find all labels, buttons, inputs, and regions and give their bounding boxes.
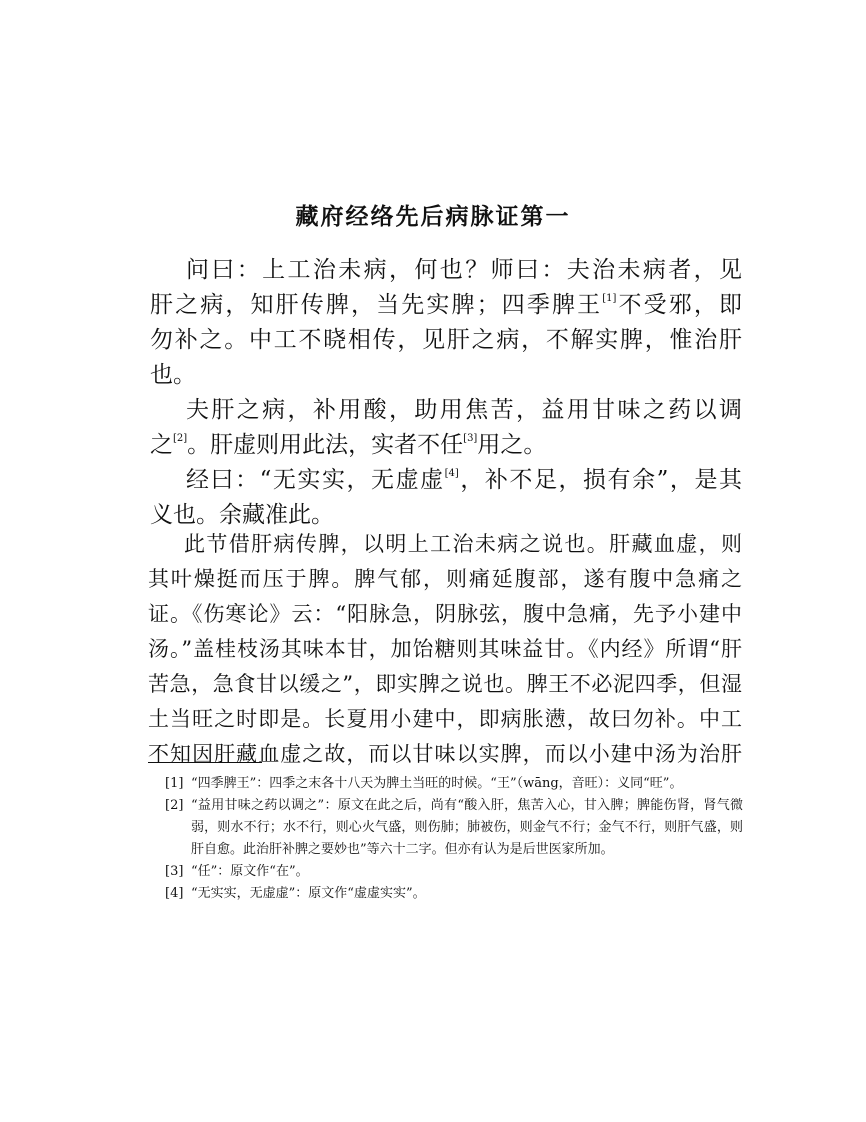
text-line <box>148 597 742 632</box>
commentary-text <box>148 527 742 772</box>
footnote-text: “益用甘味之药以调之”：原文在此之后，尚有“酸入肝，焦苦入心，甘入脾；脾能伤肾，肾气微弱，则水不行；水不行，则心火气盛，则伤肺；肺被伤，则金气不行；金气不行，则肝气盛，则肝自愈。此治肝补脾之要妙也”等六十二字。但亦有认为是后世医家所加。 <box>191 798 743 857</box>
text-segment: 问曰：上工治未病，何也？师曰：夫治未病者，见 <box>186 257 742 283</box>
footnote-marker: [1] <box>602 293 617 304</box>
text-segment: 夫肝之病，补用酸，助用焦苦，益用甘味之药以调 <box>186 397 742 423</box>
footnote-divider <box>148 762 262 763</box>
text-line <box>150 358 742 393</box>
footnote-number: [4] <box>165 886 184 901</box>
text-segment: 义也。余藏准此。 <box>150 502 334 528</box>
text-segment: 汤。”盖桂枝汤其味本甘，加饴糖则其味益甘。《内经》所谓“肝 <box>148 637 742 661</box>
text-line <box>150 463 742 498</box>
text-segment: 苦急，急食甘以缓之”，即实脾之说也。脾王不必泥四季，但湿 <box>148 672 742 696</box>
text-segment: 肝之病，知肝传脾，当先实脾；四季脾王 <box>150 292 603 318</box>
footnote-marker: [4] <box>444 468 459 479</box>
text-line <box>150 428 742 463</box>
text-segment: 土当旺之时即是。长夏用小建中，即病胀懑，故曰勿补。中工 <box>148 707 742 731</box>
text-line <box>148 562 742 597</box>
footnote-marker: [2] <box>173 433 188 444</box>
text-line <box>148 667 742 702</box>
footnote-text: “任”：原文作“在”。 <box>191 864 309 879</box>
footnote-number: [2] <box>165 798 184 813</box>
text-segment: 不知因肝藏血虚之故，而以甘味以实脾，而以小建中汤为治肝 <box>148 742 742 766</box>
footnote-number: [1] <box>165 776 184 791</box>
text-segment: ，补不足，损有余”，是其 <box>458 467 742 493</box>
footnote <box>165 795 743 861</box>
text-line <box>148 632 742 667</box>
chapter-title: 藏府经络先后病脉证第一 <box>295 204 571 230</box>
footnote-number: [3] <box>165 864 184 879</box>
text-line <box>148 527 742 562</box>
text-segment: 此节借肝病传脾，以明上工治未病之说也。肝藏血虚，则 <box>184 532 742 556</box>
text-line <box>150 323 742 358</box>
text-segment: 经曰：“无实实，无虚虚 <box>186 467 445 493</box>
text-line <box>150 253 742 288</box>
text-line <box>148 737 742 772</box>
footnote <box>165 861 743 883</box>
footnote <box>165 773 743 795</box>
footnotes <box>165 773 743 905</box>
text-segment: 勿补之。中工不晓相传，见肝之病，不解实脾，惟治肝 <box>150 327 742 353</box>
text-segment: 。肝虚则用此法，实者不任 <box>187 432 464 458</box>
text-segment: 其叶燥挺而压于脾。脾气郁，则痛延腹部，遂有腹中急痛之 <box>148 567 742 591</box>
footnote <box>165 883 743 905</box>
footnote-marker: [3] <box>463 433 478 444</box>
text-line <box>148 702 742 737</box>
footnote-text: “四季脾王”：四季之末各十八天为脾土当旺的时候。“王”（wāng，音旺）：义同“旺”。 <box>191 776 683 791</box>
footnote-text: “无实实，无虚虚”：原文作“虚虚实实”。 <box>191 886 426 901</box>
text-segment: 也。 <box>150 362 196 388</box>
text-line <box>150 393 742 428</box>
text-segment: 不受邪，即 <box>616 292 743 318</box>
text-segment: 之 <box>150 432 173 458</box>
text-line <box>150 288 742 323</box>
main-text <box>150 253 742 533</box>
text-segment: 证。《伤寒论》云：“阳脉急，阴脉弦，腹中急痛，先予小建中 <box>148 602 742 626</box>
text-segment: 用之。 <box>477 432 547 458</box>
